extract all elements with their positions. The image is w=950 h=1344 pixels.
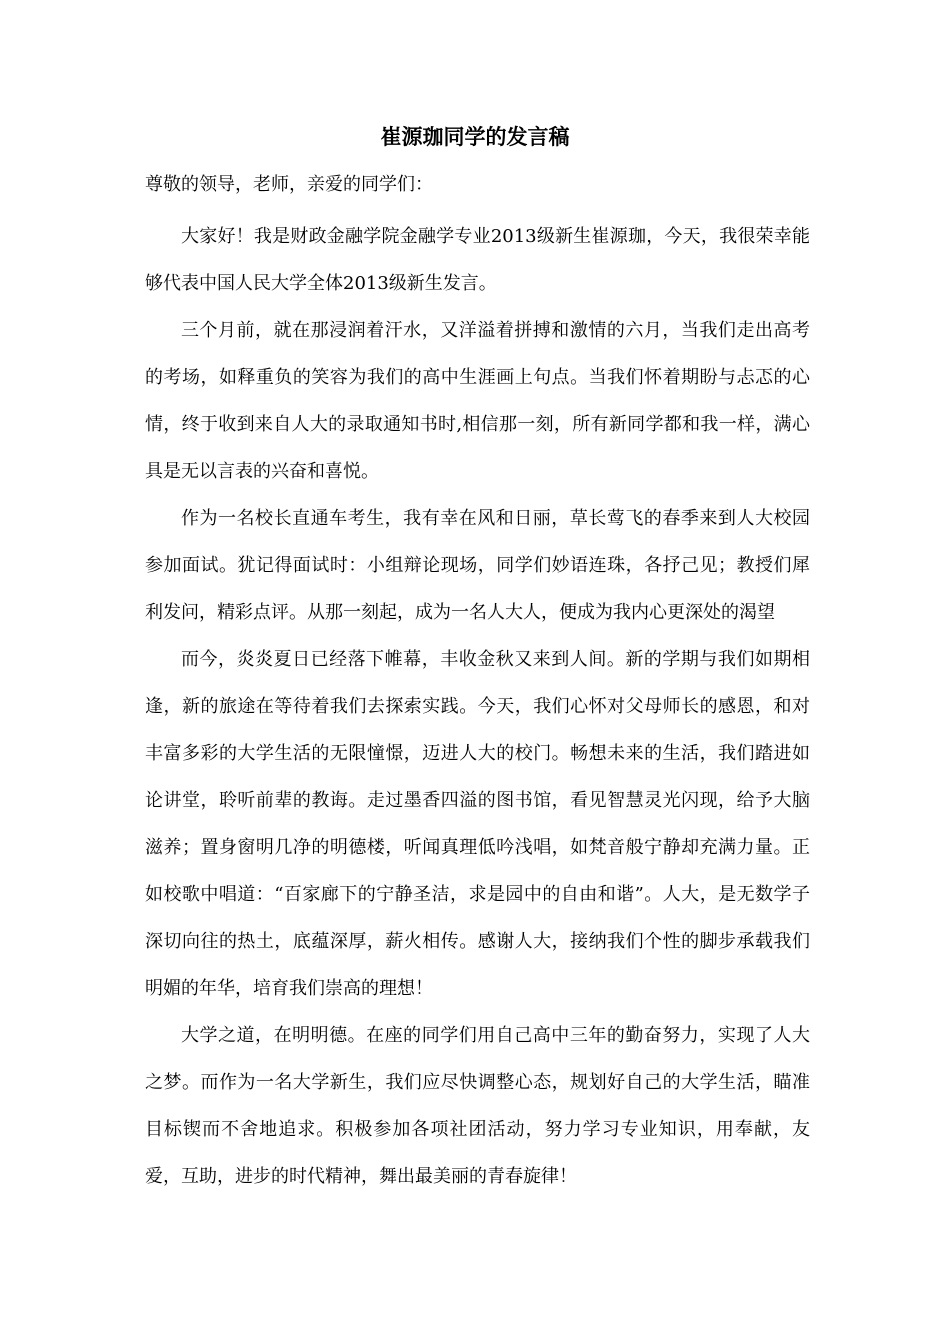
paragraph: 三个月前，就在那浸润着汗水，又洋溢着拼搏和激情的六月，当我们走出高考的考场，如释重负的笑容为我们的高中生涯画上句点。当我们怀着期盼与忐忑的心情，终于收到来自人大的录取通知书时,相信那一刻，所有新同学都和我一样，满心具是无以言表的兴奋和喜悦。 bbox=[145, 320, 810, 482]
document-title: 崔源珈同学的发言稿 bbox=[380, 124, 570, 149]
paragraph: 而今，炎炎夏日已经落下帷幕，丰收金秋又来到人间。新的学期与我们如期相逢，新的旅途在等待着我们去探索实践。今天，我们心怀对父母师长的感恩，和对丰富多彩的大学生活的无限憧憬，迈进人大的校门。畅想未来的生活，我们踏进如论讲堂，聆听前辈的教诲。走过墨香四溢的图书馆，看见智慧灵光闪现，给予大脑滋养；置身窗明几净的明德楼，听闻真理低吟浅唱，如梵音般宁静却充满力量。正如校歌中唱道：“百家廊下的宁静圣洁，求是园中的自由和谐”。人大，是无数学子深切向往的热土，底蕴深厚，薪火相传。感谢人大，接纳我们个性的脚步承载我们明媚的年华，培育我们崇高的理想！ bbox=[145, 649, 810, 999]
paragraph: 大学之道，在明明德。在座的同学们用自己高中三年的勤奋努力，实现了人大之梦。而作为一名大学新生，我们应尽快调整心态，规划好自己的大学生活，瞄准目标锲而不舍地追求。积极参加各项社团活动，努力学习专业知识，用奉献，友爱，互助，进步的时代精神，舞出最美丽的青春旋律！ bbox=[145, 1025, 810, 1187]
salutation: 尊敬的领导，老师，亲爱的同学们： bbox=[145, 174, 433, 195]
paragraph: 作为一名校长直通车考生，我有幸在风和日丽，草长莺飞的春季来到人大校园参加面试。犹记得面试时：小组辩论现场，同学们妙语连珠，各抒己见；教授们犀利发问，精彩点评。从那一刻起，成为一名人大人，便成为我内心更深处的渴望 bbox=[145, 508, 810, 623]
paragraph: 大家好！我是财政金融学院金融学专业2013级新生崔源珈，今天，我很荣幸能够代表中国人民大学全体2013级新生发言。 bbox=[145, 226, 810, 294]
document-body bbox=[145, 170, 810, 1200]
